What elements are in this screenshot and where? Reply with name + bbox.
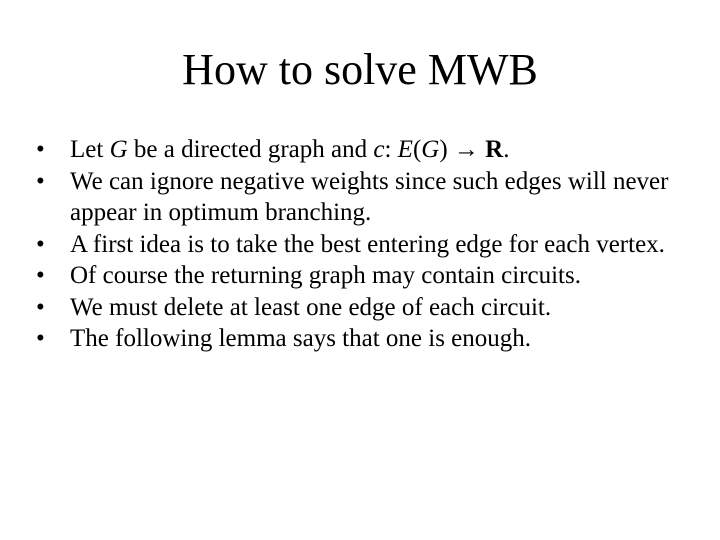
bullet-dot-icon: • — [36, 230, 45, 258]
bullet-text: Of course the returning graph may contain circuits. — [70, 262, 581, 289]
bullet-dot-icon: • — [36, 136, 45, 163]
bullet-item — [36, 134, 686, 166]
bullet-text: A first idea is to take the best entering edge for each vertex. — [70, 230, 665, 258]
bullet-item — [36, 166, 686, 229]
bullet-text: The following lemma says that one is enough. — [70, 325, 532, 352]
bullet-dot-icon: • — [36, 262, 45, 289]
bullet-dot-icon: • — [36, 293, 45, 321]
bullet-item — [36, 292, 686, 324]
bullet-dot-icon: • — [36, 325, 45, 352]
bullet-text: We must delete at least one edge of each circuit. — [70, 293, 552, 321]
bullet-text: We can ignore negative weights since such edges will never appear in optimum branching. — [70, 167, 669, 226]
bullet-item — [36, 260, 686, 292]
bullet-item — [36, 229, 686, 261]
slide-title: How to solve MWB — [182, 45, 538, 94]
bullet-dot-icon: • — [36, 167, 45, 195]
bullet-text: Let G be a directed graph and c: E(G) → R. — [70, 136, 510, 163]
bullet-item — [36, 323, 686, 355]
bullet-list — [36, 134, 686, 355]
